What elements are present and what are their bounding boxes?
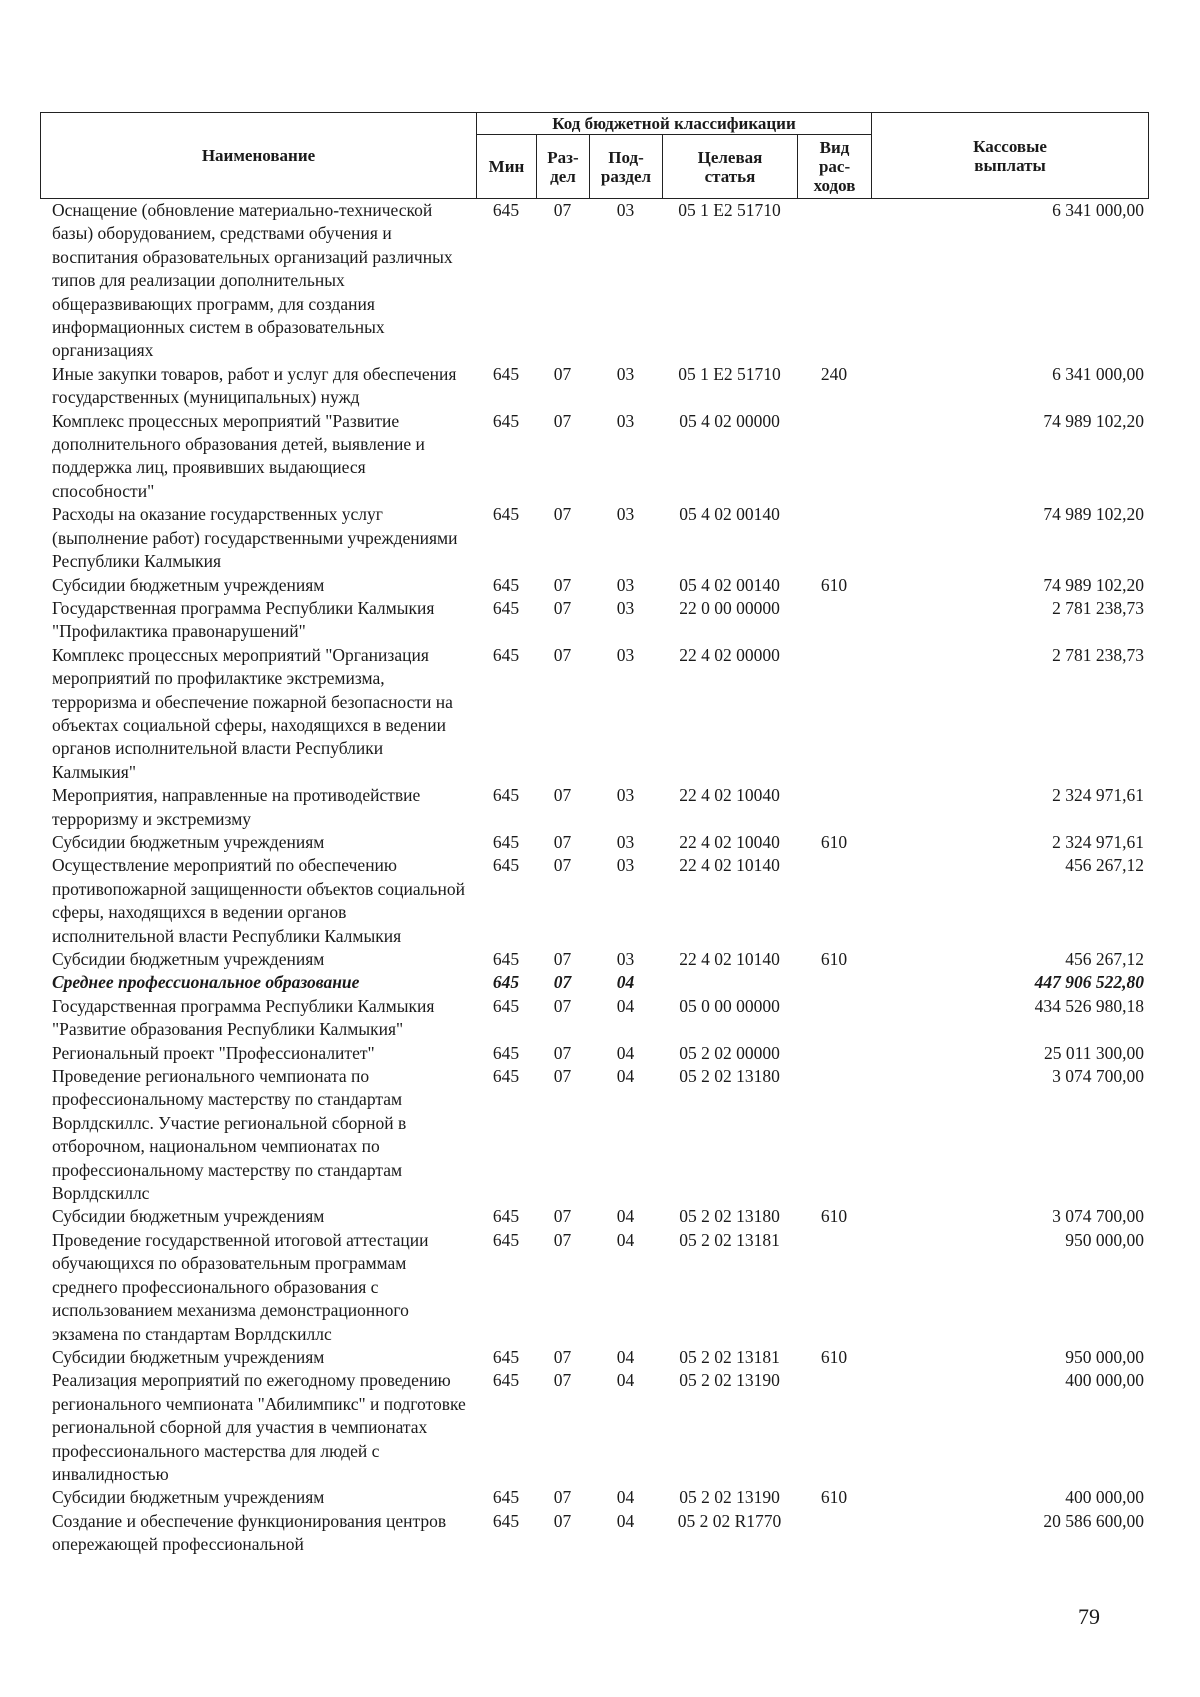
- table-row: [40, 854, 1148, 948]
- table-row: [40, 1486, 1148, 1509]
- table-row: [40, 831, 1148, 854]
- row-name: Проведение государственной итоговой аттестации обучающихся по образовательным программам среднего профессионального образования с использованием механизма демонстрационного экзамена по стандартам Ворлдскиллс: [52, 1229, 429, 1344]
- row-razdel: 07: [553, 410, 572, 431]
- row-podrazdel: 03: [616, 504, 635, 525]
- row-amount: 456 267,12: [1065, 949, 1144, 969]
- table-row: [40, 410, 1148, 504]
- row-min: 645: [492, 1206, 520, 1227]
- row-name: Субсидии бюджетным учреждениям: [52, 1487, 325, 1508]
- row-target: 05 4 02 00140: [679, 574, 780, 595]
- row-min: 645: [492, 574, 520, 595]
- table-row: [40, 784, 1148, 831]
- table-row: [40, 971, 1148, 994]
- row-target: 05 4 02 00140: [679, 504, 780, 525]
- row-name: Реализация мероприятий по ежегодному проведению регионального чемпионата "Абилимпикс" и подготовке региональной сборной для участия в чемпионатах профессионального мастерства для людей с инвалидностью: [52, 1370, 466, 1484]
- razdel-label: Раз- дел: [547, 147, 579, 186]
- row-podrazdel: 03: [616, 831, 635, 852]
- row-podrazdel: 03: [616, 949, 635, 969]
- row-target: 22 4 02 00000: [679, 644, 780, 665]
- row-razdel: 07: [553, 995, 572, 1016]
- row-podrazdel: 04: [616, 1510, 635, 1531]
- row-razdel: 07: [553, 574, 572, 595]
- row-amount: 2 324 971,61: [1052, 785, 1144, 806]
- row-target: 05 2 02 13180: [679, 1206, 780, 1227]
- row-amount: 434 526 980,18: [1034, 995, 1144, 1016]
- row-target: 05 2 02 13181: [679, 1229, 780, 1250]
- row-amount: 447 906 522,80: [1034, 972, 1144, 993]
- row-name: Субсидии бюджетным учреждениям: [52, 949, 325, 969]
- row-razdel: 07: [553, 1229, 572, 1250]
- row-amount: 74 989 102,20: [1043, 574, 1144, 595]
- row-target: 22 4 02 10140: [679, 949, 780, 969]
- table-row: [40, 1229, 1148, 1346]
- table-body: [40, 199, 1148, 1557]
- row-min: 645: [492, 1042, 520, 1063]
- row-vid: 240: [820, 363, 848, 384]
- row-vid: 610: [820, 831, 848, 852]
- table-row: [40, 503, 1148, 573]
- table-row: [40, 574, 1148, 597]
- row-target: 22 4 02 10040: [679, 785, 780, 806]
- row-vid: [797, 1065, 871, 1205]
- vid-label: Вид рас- ходов: [813, 138, 856, 195]
- row-min: 645: [492, 785, 520, 806]
- table-row: [40, 1346, 1148, 1369]
- row-name: Среднее профессиональное образование: [52, 972, 360, 993]
- row-min: 645: [492, 949, 520, 969]
- row-min: 645: [492, 200, 520, 220]
- table-row: [40, 597, 1148, 644]
- row-name: Государственная программа Республики Калмыкия "Профилактика правонарушений": [52, 597, 435, 642]
- row-target: [662, 971, 797, 994]
- row-podrazdel: 03: [616, 200, 635, 220]
- row-vid: [797, 597, 871, 644]
- row-name: Субсидии бюджетным учреждениям: [52, 831, 325, 852]
- row-amount: 74 989 102,20: [1043, 410, 1144, 431]
- table-row: [40, 363, 1148, 410]
- row-target: 05 2 02 13190: [679, 1487, 780, 1508]
- row-razdel: 07: [553, 363, 572, 384]
- row-razdel: 07: [553, 1346, 572, 1367]
- col-header-min: Мин: [477, 135, 537, 199]
- row-min: 645: [492, 972, 520, 993]
- row-vid: [797, 199, 871, 363]
- row-name: Расходы на оказание государственных услуг (выполнение работ) государственными учреждениями Республики Калмыкия: [52, 504, 458, 572]
- row-min: 645: [492, 855, 520, 876]
- row-podrazdel: 03: [616, 410, 635, 431]
- col-header-podrazdel: [590, 135, 663, 199]
- row-name: Региональный проект "Профессионалитет": [52, 1042, 375, 1063]
- row-target: 05 2 02 13181: [679, 1346, 780, 1367]
- row-amount: 400 000,00: [1065, 1487, 1144, 1508]
- row-name: Комплекс процессных мероприятий "Организация мероприятий по профилактике экстремизма, терроризма и обеспечение пожарной безопасности на объектах социальной сферы, находящихся в ведении органов исполнительной власти Республики Калмыкия": [52, 644, 453, 782]
- table-row: [40, 948, 1148, 971]
- row-podrazdel: 03: [616, 597, 635, 618]
- row-razdel: 07: [553, 1066, 572, 1087]
- row-amount: 950 000,00: [1065, 1229, 1144, 1250]
- row-razdel: 07: [553, 1370, 572, 1391]
- row-name: Субсидии бюджетным учреждениям: [52, 574, 325, 595]
- row-razdel: 07: [553, 1042, 572, 1063]
- row-name: Создание и обеспечение функционирования центров опережающей профессиональной: [52, 1510, 447, 1555]
- col-header-payments: [872, 113, 1149, 199]
- row-razdel: 07: [553, 1510, 572, 1531]
- target-label: Целевая статья: [697, 147, 763, 186]
- table-row: [40, 1510, 1148, 1557]
- row-min: 645: [492, 995, 520, 1016]
- col-header-vid: [798, 135, 872, 199]
- col-header-code-group: Код бюджетной классификации: [477, 113, 872, 135]
- row-podrazdel: 04: [616, 1487, 635, 1508]
- row-amount: 456 267,12: [1065, 855, 1144, 876]
- row-vid: [797, 854, 871, 948]
- table-row: [40, 1042, 1148, 1065]
- row-podrazdel: 04: [616, 1206, 635, 1227]
- row-vid: [797, 503, 871, 573]
- row-target: 05 1 E2 51710: [678, 200, 781, 220]
- row-name: Мероприятия, направленные на противодействие терроризму и экстремизму: [52, 785, 421, 829]
- row-target: 05 0 00 00000: [679, 995, 780, 1016]
- row-vid: [797, 1369, 871, 1486]
- row-vid: [797, 1510, 871, 1557]
- row-podrazdel: 04: [616, 1042, 635, 1063]
- row-target: 22 4 02 10140: [679, 855, 780, 876]
- row-razdel: 07: [553, 949, 572, 969]
- row-amount: 6 341 000,00: [1052, 200, 1144, 220]
- row-amount: 25 011 300,00: [1044, 1042, 1144, 1063]
- row-amount: 74 989 102,20: [1043, 504, 1144, 525]
- table-row: [40, 995, 1148, 1042]
- row-podrazdel: 03: [616, 574, 635, 595]
- table-header: [40, 112, 1149, 199]
- row-razdel: 07: [553, 1206, 572, 1227]
- row-target: 05 2 02 R1770: [677, 1510, 782, 1531]
- row-podrazdel: 04: [616, 972, 635, 993]
- row-amount: 20 586 600,00: [1043, 1510, 1144, 1531]
- row-amount: 950 000,00: [1065, 1346, 1144, 1367]
- podrazdel-label: Под- раздел: [600, 147, 652, 186]
- row-razdel: 07: [553, 644, 572, 665]
- row-min: 645: [492, 1229, 520, 1250]
- row-amount: 2 781 238,73: [1052, 644, 1144, 665]
- row-podrazdel: 03: [616, 644, 635, 665]
- row-razdel: 07: [553, 597, 572, 618]
- row-amount: 2 324 971,61: [1052, 831, 1144, 852]
- row-vid: [797, 995, 871, 1042]
- row-name: Проведение регионального чемпионата по профессиональному мастерству по стандартам Ворлдскиллс. Участие региональной сборной в отборочном, национальном чемпионатах по профессиональному мастерству по стандартам Ворлдскиллс: [52, 1066, 407, 1204]
- row-amount: 400 000,00: [1065, 1370, 1144, 1391]
- table-row: [40, 1369, 1148, 1486]
- row-podrazdel: 03: [616, 363, 635, 384]
- row-podrazdel: 04: [616, 995, 635, 1016]
- table-row: [40, 1205, 1148, 1228]
- row-name: Субсидии бюджетным учреждениям: [52, 1206, 325, 1227]
- row-target: 05 2 02 13190: [679, 1370, 780, 1391]
- row-vid: 610: [820, 1487, 848, 1508]
- row-target: 05 1 E2 51710: [678, 363, 781, 384]
- table-row: [40, 199, 1148, 363]
- row-amount: 3 074 700,00: [1052, 1206, 1144, 1227]
- row-vid: [797, 971, 871, 994]
- payments-label: Кассовые выплаты: [973, 136, 1047, 175]
- budget-table: [40, 112, 1148, 1557]
- row-razdel: 07: [553, 855, 572, 876]
- row-target: 22 4 02 10040: [679, 831, 780, 852]
- row-razdel: 07: [553, 504, 572, 525]
- row-podrazdel: 04: [616, 1346, 635, 1367]
- row-vid: 610: [820, 574, 848, 595]
- row-amount: 3 074 700,00: [1052, 1066, 1144, 1087]
- row-name: Комплекс процессных мероприятий "Развитие дополнительного образования детей, выявление и поддержка лиц, проявивших выдающиеся способности": [52, 410, 425, 501]
- row-podrazdel: 04: [616, 1229, 635, 1250]
- row-vid: 610: [820, 949, 848, 969]
- row-vid: [797, 1042, 871, 1065]
- row-min: 645: [492, 1346, 520, 1367]
- row-min: 645: [492, 410, 520, 431]
- row-min: 645: [492, 363, 520, 384]
- table-row: [40, 644, 1148, 784]
- row-name: Государственная программа Республики Калмыкия "Развитие образования Республики Калмыкия": [52, 995, 435, 1040]
- row-vid: 610: [820, 1346, 848, 1367]
- row-name: Субсидии бюджетным учреждениям: [52, 1346, 325, 1367]
- row-target: 05 4 02 00000: [679, 410, 780, 431]
- row-min: 645: [492, 1510, 520, 1531]
- col-header-name: Наименование: [41, 113, 477, 199]
- row-vid: [797, 410, 871, 504]
- row-target: 22 0 00 00000: [679, 597, 780, 618]
- table-row: [40, 1065, 1148, 1205]
- row-target: 05 2 02 13180: [679, 1066, 780, 1087]
- row-amount: 2 781 238,73: [1052, 597, 1144, 618]
- row-amount: 6 341 000,00: [1052, 363, 1144, 384]
- row-razdel: 07: [553, 200, 572, 220]
- row-podrazdel: 03: [616, 855, 635, 876]
- row-min: 645: [492, 504, 520, 525]
- row-min: 645: [492, 644, 520, 665]
- row-vid: 610: [820, 1206, 848, 1227]
- row-min: 645: [492, 1066, 520, 1087]
- row-name: Иные закупки товаров, работ и услуг для обеспечения государственных (муниципальных) нужд: [52, 363, 457, 408]
- row-razdel: 07: [553, 1487, 572, 1508]
- row-name: Оснащение (обновление материально-технической базы) оборудованием, средствами обучения и воспитания образовательных организаций различных типов для реализации дополнительных общеразвивающих программ, для создания информационных систем в образовательных организациях: [52, 200, 453, 361]
- col-header-razdel: [537, 135, 590, 199]
- row-min: 645: [492, 1487, 520, 1508]
- row-min: 645: [492, 597, 520, 618]
- row-vid: [797, 644, 871, 784]
- row-podrazdel: 04: [616, 1370, 635, 1391]
- row-target: 05 2 02 00000: [679, 1042, 780, 1063]
- row-vid: [797, 784, 871, 831]
- page-number: 79: [1078, 1604, 1100, 1629]
- col-header-target: [663, 135, 798, 199]
- row-min: 645: [492, 1370, 520, 1391]
- row-podrazdel: 04: [616, 1066, 635, 1087]
- row-name: Осуществление мероприятий по обеспечению противопожарной защищенности объектов социальной сферы, находящихся в ведении органов исполнительной власти Республики Калмыкия: [52, 855, 465, 946]
- row-razdel: 07: [553, 972, 572, 993]
- row-razdel: 07: [553, 785, 572, 806]
- row-podrazdel: 03: [616, 785, 635, 806]
- row-razdel: 07: [553, 831, 572, 852]
- row-min: 645: [492, 831, 520, 852]
- row-vid: [797, 1229, 871, 1346]
